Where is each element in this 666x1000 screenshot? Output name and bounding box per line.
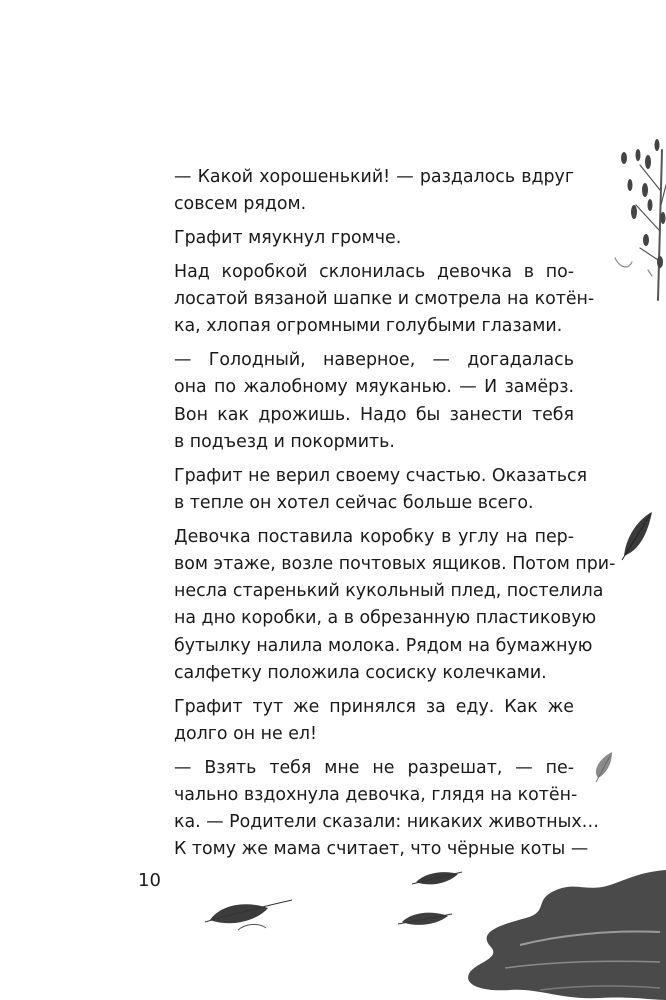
text-line: Графит тут же принялся за еду. Как же bbox=[174, 696, 574, 717]
text-line: долго он не ел! bbox=[174, 723, 318, 744]
paragraph-2 bbox=[138, 225, 574, 252]
falling-leaf-illustration bbox=[622, 512, 652, 560]
text-line: лосатой вязаной шапке и смотрела на котён- bbox=[174, 289, 595, 310]
text-line: салфетку положила сосиску колечками. bbox=[174, 662, 547, 683]
sapling-illustration bbox=[615, 139, 666, 300]
text-line: — Голодный, наверное, — догадалась bbox=[174, 350, 574, 371]
text-line: — Какой хорошенький! — раздалось вдруг bbox=[174, 167, 574, 187]
paragraph-3 bbox=[138, 259, 595, 341]
text-line: бутылку налила молока. Рядом на бумажную bbox=[174, 635, 593, 656]
text-line: К тому же мама считает, что чёрные коты — bbox=[174, 839, 589, 860]
text-line: Вон как дрожишь. Надо бы занести тебя bbox=[174, 404, 574, 425]
text-line: Девочка поставила коробку в углу на пер- bbox=[174, 526, 574, 547]
puddle-illustration bbox=[468, 870, 666, 1000]
paragraph-7 bbox=[138, 694, 574, 748]
paragraph-1 bbox=[138, 164, 574, 218]
text-line: — Взять тебя мне не разрешат, — пе- bbox=[174, 757, 574, 778]
text-line: совсем рядом. bbox=[174, 194, 307, 215]
text-line: вом этаже, возле почтовых ящиков. Потом при- bbox=[174, 554, 616, 575]
fallen-leaves-illustration bbox=[205, 872, 462, 930]
text-line: на дно коробки, а в обрезанную пластиковую bbox=[174, 608, 597, 629]
text-line: Графит не верил своему счастью. Оказаться bbox=[174, 465, 588, 486]
story-text bbox=[138, 164, 616, 870]
paragraph-8 bbox=[138, 755, 600, 864]
page-number: 10 bbox=[138, 870, 161, 891]
small-leaf-illustration bbox=[596, 752, 612, 782]
text-line: ка, хлопая огромными голубыми глазами. bbox=[174, 316, 563, 337]
text-line: Графит мяукнул громче. bbox=[174, 228, 402, 249]
text-line: она по жалобному мяуканью. — И замёрз. bbox=[174, 377, 574, 398]
paragraph-6 bbox=[138, 524, 616, 687]
text-line: Над коробкой склонилась девочка в по- bbox=[174, 261, 574, 282]
text-line: ка. — Родители сказали: никаких животных… bbox=[174, 812, 600, 833]
text-line: чально вздохнула девочка, глядя на котён- bbox=[174, 785, 578, 806]
text-line: в подъезд и покормить. bbox=[174, 431, 395, 452]
paragraph-5 bbox=[138, 463, 588, 517]
text-line: несла старенький кукольный плед, постелила bbox=[174, 581, 604, 602]
text-line: в тепле он хотел сейчас больше всего. bbox=[174, 492, 534, 513]
paragraph-4 bbox=[138, 347, 574, 456]
